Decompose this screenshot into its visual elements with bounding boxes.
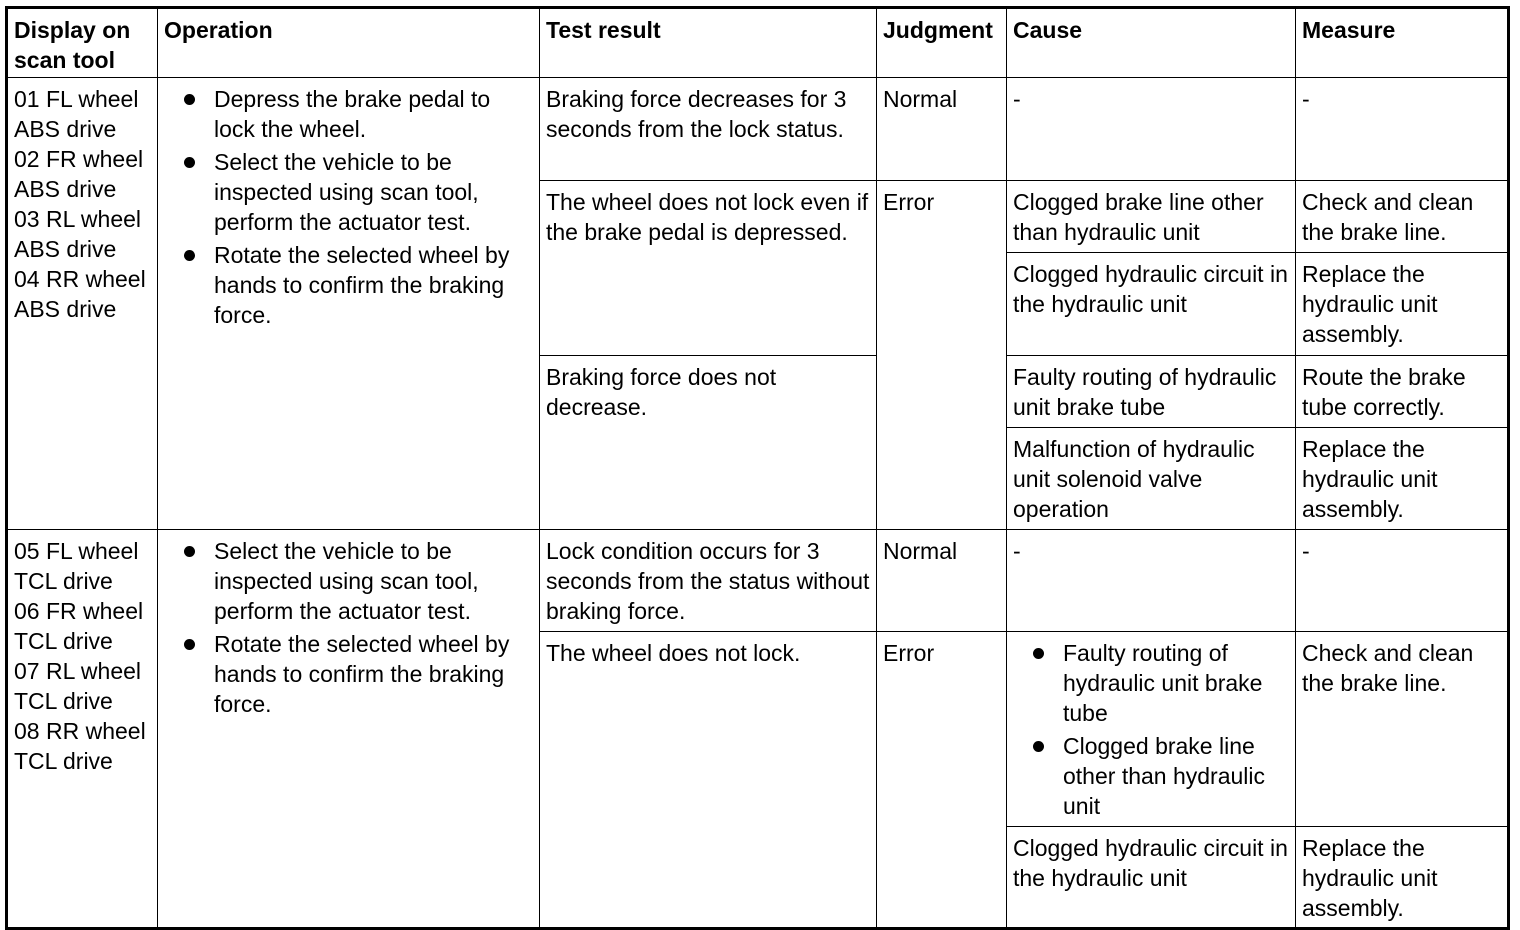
cause: -	[1007, 530, 1296, 632]
diagnosis-table	[5, 6, 1510, 930]
measure: Replace the hydraulic unit assembly.	[1296, 253, 1509, 356]
display-item: 08 RR wheel TCL drive	[14, 718, 146, 774]
operation-steps	[164, 84, 535, 330]
test-result: The wheel does not lock.	[540, 632, 877, 929]
cause: -	[1007, 78, 1296, 181]
header-measure: Measure	[1296, 8, 1509, 78]
operation-step: Depress the brake pedal to lock the wheel.	[164, 84, 535, 144]
test-result: Lock condition occurs for 3 seconds from the status without braking force.	[540, 530, 877, 632]
display-item: 02 FR wheel ABS drive	[14, 146, 144, 202]
measure: Check and clean the brake line.	[1296, 181, 1509, 253]
judgment: Normal	[877, 530, 1007, 632]
header-judgment: Judgment	[877, 8, 1007, 78]
operation-step: Select the vehicle to be inspected using scan tool, perform the actuator test.	[164, 147, 535, 237]
cause-item: Clogged brake line other than hydraulic unit	[1013, 731, 1291, 821]
operation-step: Select the vehicle to be inspected using scan tool, perform the actuator test.	[164, 536, 535, 626]
header-cause: Cause	[1007, 8, 1296, 78]
measure: Check and clean the brake line.	[1296, 632, 1509, 827]
tcl-display-cell	[7, 530, 158, 929]
table-row	[7, 78, 1509, 181]
measure: -	[1296, 78, 1509, 181]
test-result: Braking force decreases for 3 seconds from the lock status.	[540, 78, 877, 181]
header-operation: Operation	[158, 8, 540, 78]
display-item: 01 FL wheel ABS drive	[14, 86, 139, 142]
cause-list	[1013, 638, 1291, 821]
abs-display-cell	[7, 78, 158, 530]
display-item: 05 FL wheel TCL drive	[14, 538, 139, 594]
display-item: 07 RL wheel TCL drive	[14, 658, 142, 714]
measure: Replace the hydraulic unit assembly.	[1296, 428, 1509, 530]
display-item: 06 FR wheel TCL drive	[14, 598, 144, 654]
measure: Replace the hydraulic unit assembly.	[1296, 827, 1509, 929]
cause: Faulty routing of hydraulic unit brake tube	[1007, 356, 1296, 428]
header-display: Display on scan tool	[7, 8, 158, 78]
header-row	[7, 8, 1509, 78]
abs-operation-cell	[158, 78, 540, 530]
test-result: The wheel does not lock even if the brake pedal is depressed.	[540, 181, 877, 356]
judgment: Normal	[877, 78, 1007, 181]
cause-list-cell	[1007, 632, 1296, 827]
cause: Malfunction of hydraulic unit solenoid valve operation	[1007, 428, 1296, 530]
cause: Clogged brake line other than hydraulic unit	[1007, 181, 1296, 253]
operation-step: Rotate the selected wheel by hands to confirm the braking force.	[164, 240, 535, 330]
cause: Clogged hydraulic circuit in the hydraulic unit	[1007, 253, 1296, 356]
judgment: Error	[877, 181, 1007, 530]
header-test-result: Test result	[540, 8, 877, 78]
tcl-operation-cell	[158, 530, 540, 929]
cause: Clogged hydraulic circuit in the hydraulic unit	[1007, 827, 1296, 929]
display-item: 04 RR wheel ABS drive	[14, 266, 146, 322]
operation-steps	[164, 536, 535, 719]
table-row	[7, 530, 1509, 632]
measure: -	[1296, 530, 1509, 632]
measure: Route the brake tube correctly.	[1296, 356, 1509, 428]
test-result: Braking force does not decrease.	[540, 356, 877, 530]
cause-item: Faulty routing of hydraulic unit brake tube	[1013, 638, 1291, 728]
operation-step: Rotate the selected wheel by hands to confirm the braking force.	[164, 629, 535, 719]
display-item: 03 RL wheel ABS drive	[14, 206, 142, 262]
judgment: Error	[877, 632, 1007, 929]
